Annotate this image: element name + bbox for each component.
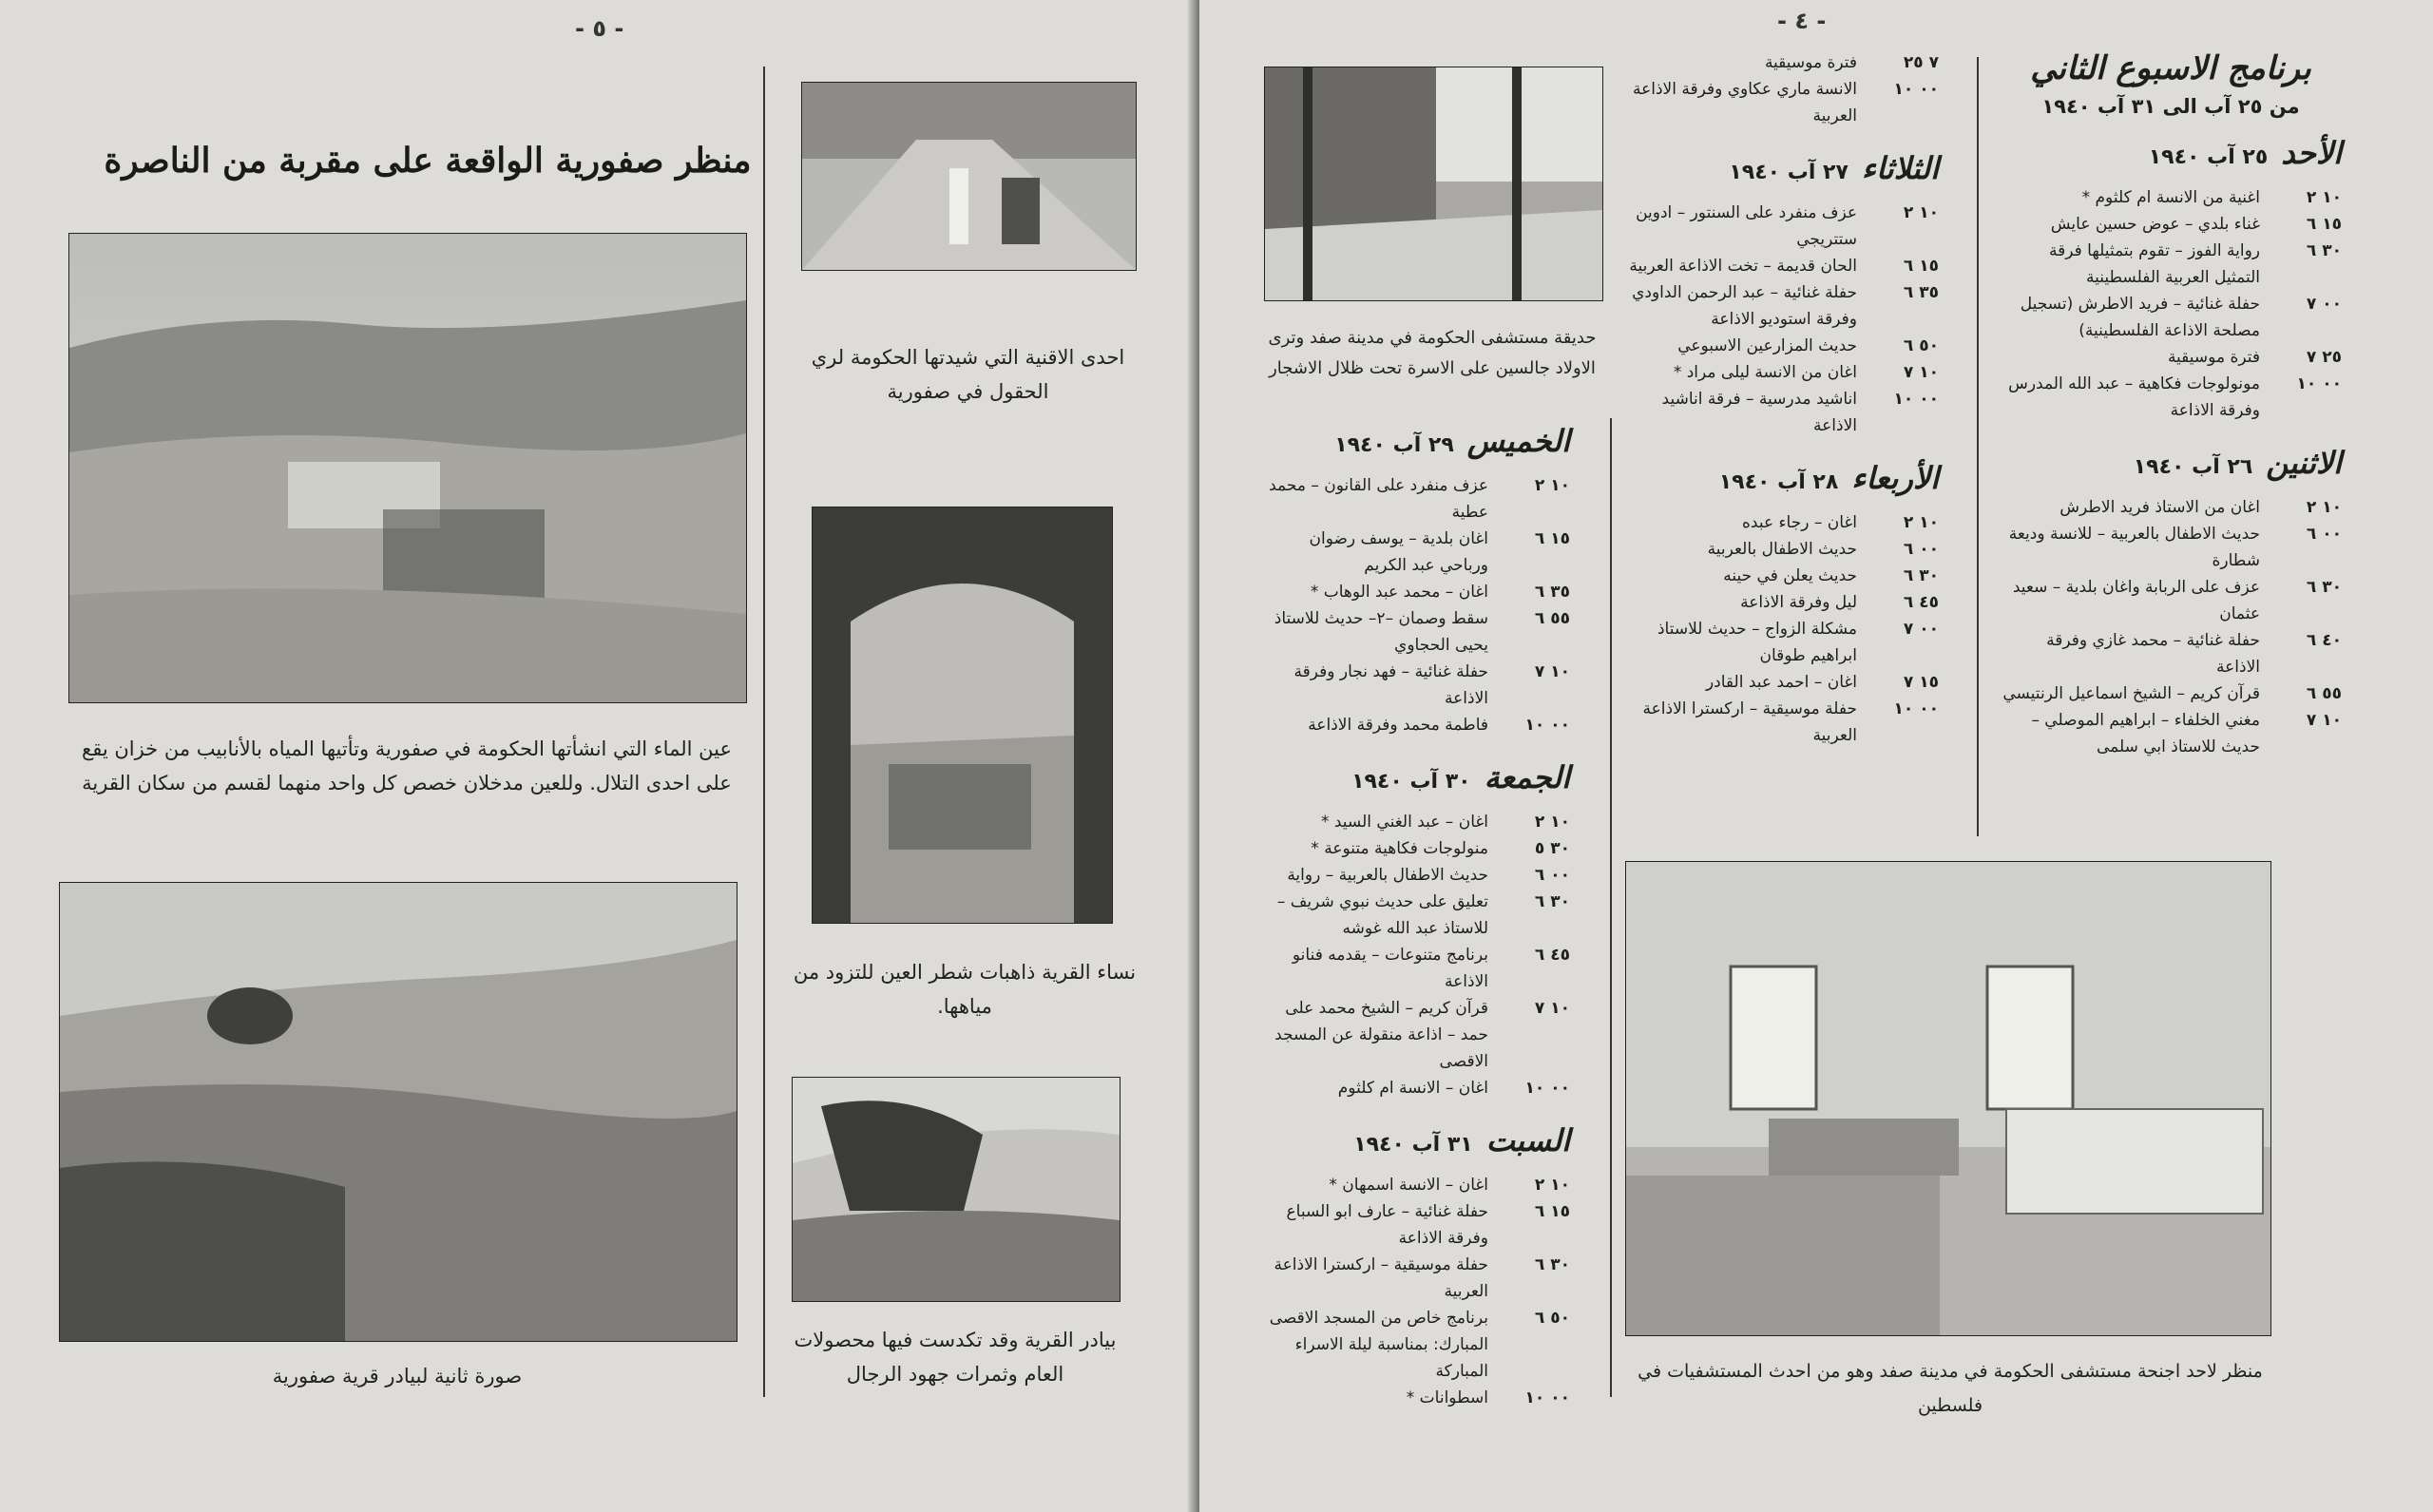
day-name-saturday: السبت bbox=[1485, 1122, 1570, 1158]
program-row bbox=[2000, 521, 2342, 574]
program-row bbox=[2000, 184, 2342, 211]
program-row bbox=[2000, 211, 2342, 238]
photo-safuriya-threshing bbox=[59, 882, 738, 1342]
program-time: ٠٠ ١٠ bbox=[1524, 1079, 1570, 1098]
program-time: ١٠ ٢ bbox=[1534, 813, 1570, 832]
program-row bbox=[1256, 1385, 1570, 1411]
program-row bbox=[1256, 889, 1570, 942]
program-time: ١٠ ٢ bbox=[1534, 476, 1570, 495]
program-title: حديث الاطفال بالعربية – للانسة وديعة شطارة bbox=[2008, 525, 2260, 570]
program-time: ١٥ ٦ bbox=[1534, 1202, 1570, 1221]
program-time: ٠٠ ١٠ bbox=[2296, 374, 2342, 393]
program-time: ٠٠ ١٠ bbox=[1893, 699, 1939, 718]
photo-irrigation-canal bbox=[801, 82, 1137, 271]
caption-irrigation: احدى الاقنية التي شيدتها الحكومة لري الحقول في صفورية bbox=[811, 346, 1125, 403]
program-time: ٥٥ ٦ bbox=[1534, 609, 1570, 628]
program-time: ١٠ ٧ bbox=[1903, 363, 1939, 382]
program-time: ١٠ ٧ bbox=[2306, 711, 2342, 730]
program-row bbox=[1625, 386, 1939, 439]
program-row bbox=[1625, 696, 1939, 749]
program-time: ٣٠ ٦ bbox=[1903, 566, 1939, 585]
day-date-monday: ٢٦ آب ١٩٤٠ bbox=[2133, 455, 2253, 479]
program-time: ١٠ ٢ bbox=[1903, 513, 1939, 532]
program-row bbox=[1256, 1198, 1570, 1252]
day-date-friday: ٣٠ آب ١٩٤٠ bbox=[1351, 770, 1471, 794]
day-date-thursday: ٢٩ آب ١٩٤٠ bbox=[1334, 433, 1454, 457]
program-title: مشكلة الزواج – حديث للاستاذ ابراهيم طوقان bbox=[1657, 620, 1857, 665]
program-row bbox=[1625, 279, 1939, 333]
photo-hospital-garden bbox=[1264, 67, 1603, 301]
schedule-column-b bbox=[1625, 49, 1939, 770]
program-row bbox=[1256, 1252, 1570, 1305]
program-title: فاطمة محمد وفرقة الاذاعة bbox=[1308, 716, 1488, 735]
program-time: ٤٥ ٦ bbox=[1903, 593, 1939, 612]
program-time: ٠٠ ٦ bbox=[1903, 540, 1939, 559]
program-time: ٠٠ ١٠ bbox=[1524, 1388, 1570, 1407]
photo-safuriya-water-spring bbox=[68, 233, 747, 703]
program-title: رواية الفوز – تقوم بتمثيلها فرقة التمثيل العربية الفلسطينية bbox=[2049, 241, 2260, 287]
program-title: اغان – رجاء عبده bbox=[1742, 513, 1857, 532]
program-title: حديث الاطفال بالعربية bbox=[1707, 540, 1857, 559]
day-date-saturday: ٣١ آب ١٩٤٠ bbox=[1353, 1133, 1473, 1157]
right-page bbox=[1199, 0, 2433, 1512]
day-tuesday bbox=[1625, 150, 1939, 439]
program-row bbox=[2000, 494, 2342, 521]
program-row bbox=[2000, 344, 2342, 371]
program-row bbox=[2000, 371, 2342, 424]
program-title: حفلة غنائية – فهد نجار وفرقة الاذاعة bbox=[1293, 662, 1488, 708]
program-row bbox=[1256, 472, 1570, 526]
program-time: ١٠ ٢ bbox=[2306, 188, 2342, 207]
day-date-sunday: ٢٥ آب ١٩٤٠ bbox=[2148, 145, 2269, 169]
caption-water-spring: عين الماء التي انشأتها الحكومة في صفورية وتأتيها المياه بالأنابيب من خزان يقع على احدى التلال. وللعين مدخلان خصص كل واحد منهما لقسم من سكان القرية bbox=[82, 737, 732, 794]
program-row bbox=[2000, 707, 2342, 760]
program-row bbox=[1625, 509, 1939, 536]
page-number-right: - ٤ - bbox=[1777, 8, 1827, 34]
program-title: حفلة غنائية – عارف ابو السباع وفرقة الاذاعة bbox=[1286, 1202, 1488, 1248]
program-title: حفلة غنائية – محمد غازي وفرقة الاذاعة bbox=[2046, 631, 2260, 677]
program-title: اناشيد مدرسية – فرقة اناشيد الاذاعة bbox=[1661, 390, 1857, 435]
left-page-title: منظر صفورية الواقعة على مقربة من الناصرة bbox=[104, 141, 752, 181]
program-row bbox=[1625, 253, 1939, 279]
program-time: ٣٠ ٦ bbox=[2306, 578, 2342, 597]
program-time: ٠٠ ١٠ bbox=[1893, 390, 1939, 409]
schedule-continuation bbox=[1625, 49, 1939, 129]
day-name-monday: الاثنين bbox=[2266, 445, 2342, 481]
program-title: تعليق على حديث نبوي شريف – للاستاذ عبد الله غوشه bbox=[1276, 892, 1488, 938]
caption-village-women: نساء القرية ذاهبات شطر العين للتزود من مياهها. bbox=[793, 961, 1137, 1018]
program-title: اغان – عبد الغني السيد * bbox=[1320, 813, 1488, 832]
program-row bbox=[1256, 942, 1570, 995]
program-row bbox=[1625, 616, 1939, 669]
program-title: سقط وصمان –٢– حديث للاستاذ يحيى الحجاوي bbox=[1274, 609, 1488, 655]
day-thursday bbox=[1256, 423, 1570, 738]
day-monday bbox=[2000, 445, 2342, 760]
program-title: غناء بلدي – عوض حسين عايش bbox=[2050, 215, 2260, 234]
schedule-title: برنامج الاسبوع الثاني bbox=[2030, 49, 2311, 87]
caption-hospital-garden: حديقة مستشفى الحكومة في مدينة صفد وترى الاولاد جالسين على الاسرة تحت ظلال الاشجار bbox=[1268, 328, 1597, 378]
program-row bbox=[1256, 1305, 1570, 1385]
program-title: برنامج خاص من المسجد الاقصى المبارك: بمناسبة ليلة الاسراء المباركة bbox=[1269, 1309, 1488, 1381]
program-row bbox=[1625, 563, 1939, 589]
program-title: برنامج متنوعات – يقدمه فنانو الاذاعة bbox=[1292, 946, 1488, 991]
program-row bbox=[1625, 359, 1939, 386]
program-title: حديث المزارعين الاسبوعي bbox=[1677, 336, 1857, 355]
program-title: فترة موسيقية bbox=[2167, 348, 2260, 367]
program-time: ١٥ ٦ bbox=[1534, 529, 1570, 548]
program-row bbox=[1256, 605, 1570, 659]
program-time: ١٠ ٢ bbox=[2306, 498, 2342, 517]
program-title: حديث يعلن في حينه bbox=[1723, 566, 1857, 585]
program-title: قرآن كريم – الشيخ اسماعيل الرنتيسي bbox=[2002, 684, 2260, 703]
program-time: ١٥ ٧ bbox=[1903, 673, 1939, 692]
program-time: ٠٠ ٦ bbox=[1534, 866, 1570, 885]
program-title: منولوجات فكاهية متنوعة * bbox=[1311, 839, 1488, 858]
program-time: ٣٥ ٦ bbox=[1903, 283, 1939, 302]
program-time: ٣٠ ٦ bbox=[1534, 1255, 1570, 1274]
program-title: اغان من الانسة ليلى مراد * bbox=[1673, 363, 1857, 382]
column-divider-right-a bbox=[1610, 418, 1612, 1397]
program-row bbox=[1625, 589, 1939, 616]
program-title: الانسة ماري عكاوي وفرقة الاذاعة العربية bbox=[1633, 80, 1857, 125]
program-time: ٢٥ ٧ bbox=[2306, 348, 2342, 367]
program-title: اغان – محمد عبد الوهاب * bbox=[1310, 583, 1488, 602]
program-time: ٠٠ ١٠ bbox=[1524, 716, 1570, 735]
program-row bbox=[1256, 862, 1570, 889]
day-name-tuesday: الثلاثاء bbox=[1861, 150, 1939, 186]
day-name-wednesday: الأربعاء bbox=[1851, 460, 1939, 496]
program-time: ١٥ ٦ bbox=[2306, 215, 2342, 234]
schedule-column-a bbox=[1256, 423, 1570, 1432]
program-row bbox=[1625, 536, 1939, 563]
program-title: اغان – احمد عبد القادر bbox=[1705, 673, 1857, 692]
program-title: اغان – الانسة ام كلثوم bbox=[1337, 1079, 1488, 1098]
day-date-wednesday: ٢٨ آب ١٩٤٠ bbox=[1718, 470, 1839, 494]
program-row bbox=[1625, 333, 1939, 359]
program-time: ١٠ ٧ bbox=[1534, 662, 1570, 681]
program-row bbox=[1256, 809, 1570, 835]
program-time: ٧ ٢٥ bbox=[1903, 53, 1939, 72]
program-row bbox=[1625, 669, 1939, 696]
program-time: ٥٠ ٦ bbox=[1903, 336, 1939, 355]
program-time: ٠٠ ٧ bbox=[2306, 295, 2342, 314]
program-row bbox=[1256, 712, 1570, 738]
photo-hospital-ward bbox=[1625, 861, 2271, 1336]
program-title: عزف منفرد على القانون – محمد عطية bbox=[1269, 476, 1488, 522]
day-name-friday: الجمعة bbox=[1484, 759, 1570, 795]
program-time: ٣٥ ٦ bbox=[1534, 583, 1570, 602]
program-time: ٥٥ ٦ bbox=[2306, 684, 2342, 703]
program-time: ١٠ ٢ bbox=[1903, 203, 1939, 222]
program-title: حفلة موسيقية – اركسترا الاذاعة العربية bbox=[1274, 1255, 1488, 1301]
program-time: ٤٥ ٦ bbox=[1534, 946, 1570, 965]
program-title: مونولوجات فكاهية – عبد الله المدرس وفرقة الاذاعة bbox=[2008, 374, 2260, 420]
program-title: مغني الخلفاء – ابراهيم الموصلي – حديث للاستاذ ابي سلمى bbox=[2031, 711, 2260, 756]
day-saturday bbox=[1256, 1122, 1570, 1411]
program-title: اغنية من الانسة ام كلثوم * bbox=[2081, 188, 2260, 207]
program-title: ليل وفرقة الاذاعة bbox=[1740, 593, 1857, 612]
photo-village-women bbox=[812, 507, 1113, 924]
program-title: حفلة غنائية – فريد الاطرش (تسجيل مصلحة الاذاعة الفلسطينية) bbox=[2020, 295, 2260, 340]
program-title: فترة موسيقية bbox=[1764, 53, 1857, 72]
schedule-column-c bbox=[2000, 49, 2342, 781]
schedule-subtitle: من ٢٥ آب الى ٣١ آب ١٩٤٠ bbox=[2041, 95, 2300, 118]
program-row bbox=[1256, 526, 1570, 579]
program-title: اسطوانات * bbox=[1406, 1388, 1488, 1407]
program-row bbox=[2000, 680, 2342, 707]
program-title: عزف منفرد على السنتور – ادوين ستتريجي bbox=[1636, 203, 1857, 249]
page-number-left: - ٥ - bbox=[575, 15, 624, 42]
program-title: اغان بلدية – يوسف رضوان ورباحي عبد الكريم bbox=[1309, 529, 1488, 575]
program-row bbox=[1256, 835, 1570, 862]
program-row bbox=[1256, 995, 1570, 1075]
day-friday bbox=[1256, 759, 1570, 1101]
day-sunday bbox=[2000, 135, 2342, 424]
program-time: ١٠ ٢ bbox=[1534, 1176, 1570, 1195]
program-time: ٣٠ ٥ bbox=[1534, 839, 1570, 858]
program-row bbox=[1256, 1075, 1570, 1101]
day-name-sunday: الأحد bbox=[2281, 135, 2342, 171]
program-title: حديث الاطفال بالعربية – رواية bbox=[1287, 866, 1488, 885]
program-time: ٠٠ ٦ bbox=[2306, 525, 2342, 544]
program-row bbox=[1625, 76, 1939, 129]
program-title: اغان من الاستاذ فريد الاطرش bbox=[2059, 498, 2260, 517]
program-row bbox=[2000, 627, 2342, 680]
program-time: ١٠ ٧ bbox=[1534, 999, 1570, 1018]
program-title: اغان – الانسة اسمهان * bbox=[1329, 1176, 1488, 1195]
program-time: ٥٠ ٦ bbox=[1534, 1309, 1570, 1328]
day-date-tuesday: ٢٧ آب ١٩٤٠ bbox=[1729, 161, 1849, 184]
program-row bbox=[2000, 238, 2342, 291]
program-row bbox=[2000, 574, 2342, 627]
caption-hospital-ward: منظر لاحد اجنحة مستشفى الحكومة في مدينة صفد وهو من احدث المستشفيات في فلسطين bbox=[1638, 1361, 2263, 1416]
program-title: الحان قديمة – تخت الاذاعة العربية bbox=[1629, 257, 1857, 276]
column-divider-left bbox=[763, 67, 765, 1397]
program-row bbox=[1256, 659, 1570, 712]
program-title: حفلة غنائية – عبد الرحمن الداودي وفرقة استوديو الاذاعة bbox=[1632, 283, 1857, 329]
program-row bbox=[1625, 200, 1939, 253]
program-time: ٤٠ ٦ bbox=[2306, 631, 2342, 650]
photo-village-threshing-floor bbox=[792, 1077, 1121, 1302]
program-title: حفلة موسيقية – اركسترا الاذاعة العربية bbox=[1642, 699, 1857, 745]
program-time: ١٥ ٦ bbox=[1903, 257, 1939, 276]
program-time: ٠٠ ١٠ bbox=[1893, 80, 1939, 99]
day-name-thursday: الخميس bbox=[1466, 423, 1570, 459]
program-time: ٠٠ ٧ bbox=[1903, 620, 1939, 639]
program-time: ٣٠ ٦ bbox=[1534, 892, 1570, 911]
program-row bbox=[1625, 49, 1939, 76]
caption-threshing: صورة ثانية لبيادر قرية صفورية bbox=[272, 1365, 523, 1388]
program-row bbox=[1256, 1172, 1570, 1198]
program-title: عزف على الربابة واغان بلدية – سعيد عثمان bbox=[2012, 578, 2260, 623]
program-time: ٣٠ ٦ bbox=[2306, 241, 2342, 260]
program-row bbox=[1256, 579, 1570, 605]
program-row bbox=[2000, 291, 2342, 344]
program-title: قرآن كريم – الشيخ محمد على حمد – اذاعة منقولة عن المسجد الاقصى bbox=[1274, 999, 1488, 1071]
day-wednesday bbox=[1625, 460, 1939, 749]
left-page bbox=[0, 0, 1199, 1512]
column-divider-right-b bbox=[1977, 57, 1979, 836]
caption-threshing-floor: بيادر القرية وقد تكدست فيها محصولات العام وثمرات جهود الرجال bbox=[794, 1329, 1117, 1386]
